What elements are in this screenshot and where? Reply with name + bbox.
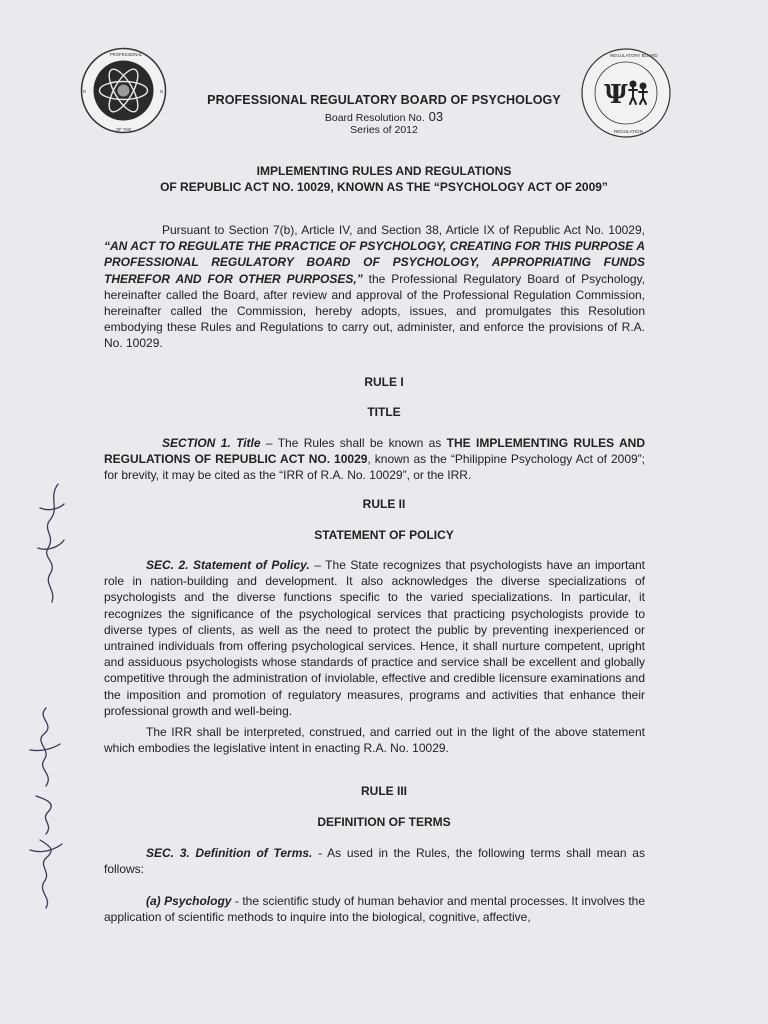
section1-label: SECTION 1. Title [162, 436, 261, 450]
psychology-definition: - the scientific study of human behavior and mental processes. It involves the application of scientific methods to inquire into the biological, cognitive, affective, [104, 894, 646, 925]
section2-label: SEC. 2. Statement of Policy. [146, 558, 310, 572]
section1-dash: – The Rules shall be known as [260, 436, 447, 450]
document-title-line2: OF REPUBLIC ACT NO. 10029, KNOWN AS THE “PSYCHOLOGY ACT OF 2009” [160, 180, 608, 194]
rule1-subheading: TITLE [367, 405, 401, 419]
board-resolution [0, 109, 768, 124]
svg-text:OF THE: OF THE [116, 127, 132, 132]
rule3-subheading: DEFINITION OF TERMS [317, 815, 451, 829]
section1-paragraph [104, 435, 645, 484]
act-title: “AN ACT TO REGULATE THE PRACTICE OF PSYCHOLOGY, CREATING FOR THIS PURPOSE A PROFESSIONAL REGULATORY BOARD OF PSYCHOLOGY, APPROPRIATING FUNDS THEREFOR AND FOR OTHER PURPOSES,” [104, 239, 645, 286]
section3-label: SEC. 3. Definition of Terms. [146, 846, 313, 860]
series-year: Series of 2012 [350, 124, 418, 136]
section3-text: - As used in the Rules, the following terms shall mean as follows: [104, 846, 645, 877]
section1-rest: , known as the “Philippine Psychology Act of 2009”; for brevity, it may be cited as the “IRR of R.A. No. 10029”, or the IRR. [104, 452, 645, 483]
preamble-intro: Pursuant to Section 7(b), Article IV, and Section 38, Article IX of Republic Act No. 10029, [162, 223, 645, 237]
rule3-heading: RULE III [360, 784, 407, 798]
margin-signature-1 [30, 478, 70, 613]
svg-text:R: R [83, 89, 87, 94]
document-title-line1: IMPLEMENTING RULES AND REGULATIONS [256, 164, 512, 178]
rule1-heading: RULE I [364, 375, 404, 389]
section3-paragraph [104, 845, 645, 877]
preamble-rest: the Professional Regulatory Board of Psychology, hereinafter called the Board, after review and approval of the Professional Regulation Commission, hereinafter called the Commission, hereby adopts, issues, and promulgates this Resolution embodying these Rules and Regulations to carry out, administer, and enforce the provisions of R.A. No. 10029. [104, 271, 645, 351]
preamble-paragraph [104, 222, 645, 352]
svg-text:PROFESSIONAL: PROFESSIONAL [110, 52, 143, 57]
psychology-definition-paragraph [104, 893, 645, 925]
board-name: PROFESSIONAL REGULATORY BOARD OF PSYCHOLOGY [207, 93, 561, 107]
psychology-term: (a) Psychology [146, 894, 232, 908]
irr-interpretation-paragraph: The IRR shall be interpreted, construed, and carried out in the light of the above statement which embodies the legislative intent in enacting R.A. No. 10029. [104, 725, 645, 756]
rule2-heading: RULE II [362, 497, 406, 511]
margin-signature-2 [22, 700, 68, 920]
svg-text:Ψ: Ψ [604, 80, 628, 110]
section2-paragraph [104, 557, 645, 719]
resolution-number: 03 [428, 109, 444, 124]
svg-text:REGULATORY BOARD: REGULATORY BOARD [610, 53, 658, 58]
svg-text:REGULATION: REGULATION [614, 129, 643, 134]
rule2-subheading: STATEMENT OF POLICY [314, 528, 454, 542]
section1-bold-title: THE IMPLEMENTING RULES AND REGULATIONS OF REPUBLIC ACT NO. 10029 [104, 436, 645, 467]
resolution-label: Board Resolution No. [324, 112, 425, 124]
svg-text:N: N [160, 89, 164, 94]
section2-text: – The State recognizes that psychologists have an important role in nation-building and development. It also acknowledges the diverse specializations of psychologists and the diverse functions specific to the varied specializations. In particular, it recognizes the significance of the psychological services that practicing psychologists provide to diverse types of clients, as well as the need to protect the public by preventing inexperienced or untrained individuals from offering psychological services. Hence, it shall nurture competent, upright and assiduous psychologists whose standards of practice and service shall be excellent and globally competitive through the administration of inviolable, effective and credible licensure examinations and the imposition and promotion of regulatory measures, programs and activities that enhance their professional growth and well-being. [104, 558, 645, 718]
